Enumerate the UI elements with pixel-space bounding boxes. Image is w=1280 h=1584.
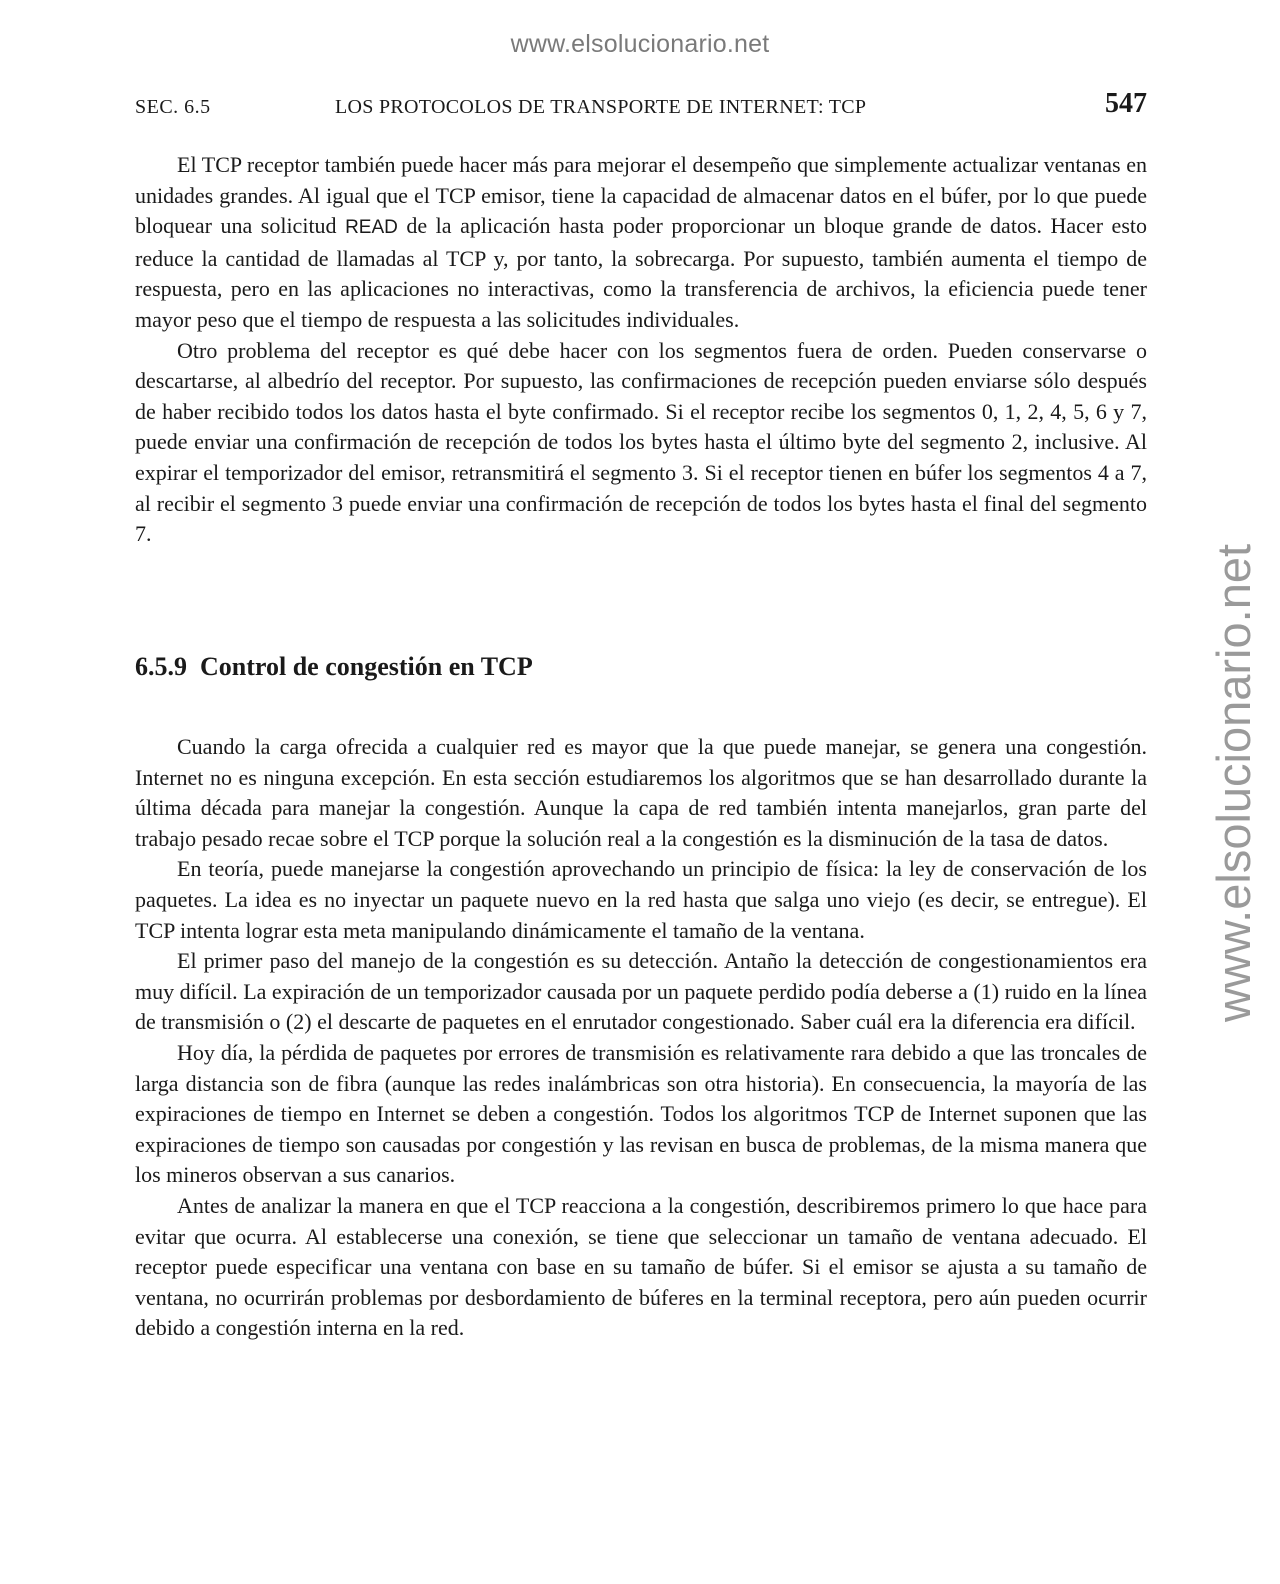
header-title: LOS PROTOCOLOS DE TRANSPORTE DE INTERNET: TCP xyxy=(335,96,867,118)
paragraph: Hoy día, la pérdida de paquetes por errores de transmisión es relativamente rara debido a que las troncales de larga distancia son de fibra (aunque las redes inalámbricas son otra historia). En consecuencia, la mayoría de las expiraciones de tiempo en Internet se deben a congestión. Todos los algoritmos TCP de Internet suponen que las expiraciones de tiempo son causadas por congestión y las revisan en busca de problemas, de la misma manera que los mineros observan a sus canarios. xyxy=(135,1039,1147,1188)
body-text-top xyxy=(135,150,1147,550)
page-number: 547 xyxy=(1105,88,1147,119)
paragraph: Otro problema del receptor es qué debe hacer con los segmentos fuera de orden. Pueden conservarse o descartarse, al albedrío del receptor. Por supuesto, las confirmaciones de recepción pueden enviarse sólo después de haber recibido todos los datos hasta el byte confirmado. Si el receptor recibe los segmentos 0, 1, 2, 4, 5, 6 y 7, puede enviar una confirmación de recepción de todos los bytes hasta el último byte del segmento 2, inclusive. Al expirar el temporizador del emisor, retransmitirá el segmento 3. Si el receptor tienen en búfer los segmentos 4 a 7, al recibir el segmento 3 puede enviar una confirmación de recepción de todos los bytes hasta el final del segmento 7. xyxy=(135,337,1147,547)
running-head xyxy=(135,88,1147,124)
paragraph xyxy=(135,150,1147,336)
header-section: SEC. 6.5 xyxy=(135,96,211,118)
watermark-top: www.elsolucionario.net xyxy=(510,30,770,58)
paragraph: En teoría, puede manejarse la congestión aprovechando un principio de física: la ley de conservación de los paquetes. La idea es no inyectar un paquete nuevo en la red hasta que salga uno viejo (es decir, se entregue). El TCP intenta lograr esta meta manipulando dinámicamente el tamaño de la ventana. xyxy=(135,856,1147,943)
watermark-side: www.elsolucionario.net xyxy=(1207,543,1260,1023)
section-number: 6.5.9 xyxy=(135,652,187,681)
paragraph-text: El TCP receptor también puede hacer más para mejorar el desempeño que simplemente actualizar ventanas en unidades grandes. Al igual que el TCP emisor, tiene la capacidad de almacenar datos en el búfer, por lo que puede bloquear una solicitud xyxy=(135,152,1147,239)
body-text-bottom xyxy=(135,732,1147,1344)
paragraph: Antes de analizar la manera en que el TCP reacciona a la congestión, describiremos primero lo que hace para evitar que ocurra. Al establecerse una conexión, se tiene que seleccionar un tamaño de ventana adecuado. El receptor puede especificar una ventana con base en su tamaño de búfer. Si el emisor se ajusta a su tamaño de ventana, no ocurrirán problemas por desbordamiento de búferes en la terminal receptora, pero aún pueden ocurrir debido a congestión interna en la red. xyxy=(135,1192,1147,1341)
paragraph-text: de la aplicación hasta poder proporcionar un bloque grande de datos. Hacer esto reduce la cantidad de llamadas al TCP y, por tanto, la sobrecarga. Por supuesto, también aumenta el tiempo de respuesta, pero en las aplicaciones no interactivas, como la transferencia de archivos, la eficiencia puede tener mayor peso que el tiempo de respuesta a las solicitudes individuales. xyxy=(135,213,1147,332)
code-read: READ xyxy=(345,217,398,239)
section-heading xyxy=(135,652,533,682)
section-title: Control de congestión en TCP xyxy=(200,652,533,681)
paragraph: El primer paso del manejo de la congestión es su detección. Antaño la detección de congestionamientos era muy difícil. La expiración de un temporizador causada por un paquete perdido podía deberse a (1) ruido en la línea de transmisión o (2) el descarte de paquetes en el enrutador congestionado. Saber cuál era la diferencia era difícil. xyxy=(135,948,1147,1035)
paragraph: Cuando la carga ofrecida a cualquier red es mayor que la que puede manejar, se genera una congestión. Internet no es ninguna excepción. En esta sección estudiaremos los algoritmos que se han desarrollado durante la última década para manejar la congestión. Aunque la capa de red también intenta manejarlos, gran parte del trabajo pesado recae sobre el TCP porque la solución real a la congestión es la disminución de la tasa de datos. xyxy=(135,734,1147,851)
